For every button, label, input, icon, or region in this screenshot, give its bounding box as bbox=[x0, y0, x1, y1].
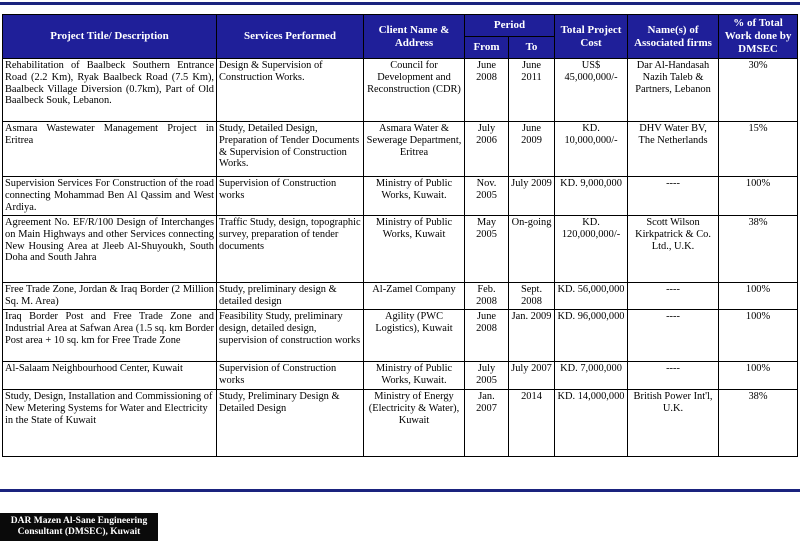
projects-table-container bbox=[2, 14, 797, 457]
cell-services: Supervision of Construction works bbox=[217, 177, 364, 216]
cell-from: July 2005 bbox=[465, 362, 509, 390]
cell-services: Feasibility Study, preliminary design, detailed design, supervision of construction works bbox=[217, 310, 364, 362]
cell-to: July 2007 bbox=[509, 362, 555, 390]
cell-client: Ministry of Public Works, Kuwait. bbox=[364, 177, 465, 216]
header-percent: % of Total Work done by DMSEC bbox=[719, 15, 798, 59]
cell-to: Sept. 2008 bbox=[509, 283, 555, 310]
header-period: Period bbox=[465, 15, 555, 37]
cell-from: July 2006 bbox=[465, 122, 509, 177]
cell-services: Design & Supervision of Construction Works. bbox=[217, 59, 364, 122]
cell-services: Study, Preliminary Design & Detailed Design bbox=[217, 390, 364, 457]
footer-company-label bbox=[0, 513, 158, 541]
cell-client: Ministry of Public Works, Kuwait bbox=[364, 216, 465, 283]
cell-firms: Dar Al-Handasah Nazih Taleb & Partners, Lebanon bbox=[628, 59, 719, 122]
header-client: Client Name & Address bbox=[364, 15, 465, 59]
cell-project: Study, Design, Installation and Commissioning of New Metering Systems for Water and Electricity in the State of Kuwait bbox=[3, 390, 217, 457]
table-row bbox=[3, 283, 798, 310]
cell-client: Ministry of Public Works, Kuwait. bbox=[364, 362, 465, 390]
header-to: To bbox=[509, 37, 555, 59]
cell-cost: KD. 56,000,000 bbox=[555, 283, 628, 310]
cell-firms: ---- bbox=[628, 283, 719, 310]
cell-to: 2014 bbox=[509, 390, 555, 457]
cell-cost: KD. 96,000,000 bbox=[555, 310, 628, 362]
table-row bbox=[3, 177, 798, 216]
bottom-rule bbox=[0, 489, 800, 492]
cell-firms: ---- bbox=[628, 310, 719, 362]
cell-percent: 100% bbox=[719, 362, 798, 390]
cell-project: Supervision Services For Construction of the road connecting Mohammad Ben Al Qassim and West Ardiya. bbox=[3, 177, 217, 216]
header-from: From bbox=[465, 37, 509, 59]
cell-from: May 2005 bbox=[465, 216, 509, 283]
table-row bbox=[3, 59, 798, 122]
cell-to: On-going bbox=[509, 216, 555, 283]
cell-client: Ministry of Energy (Electricity & Water), Kuwait bbox=[364, 390, 465, 457]
cell-client: Al-Zamel Company bbox=[364, 283, 465, 310]
cell-cost: KD. 7,000,000 bbox=[555, 362, 628, 390]
cell-firms: DHV Water BV, The Netherlands bbox=[628, 122, 719, 177]
table-row bbox=[3, 362, 798, 390]
cell-cost: US$ 45,000,000/- bbox=[555, 59, 628, 122]
header-services: Services Performed bbox=[217, 15, 364, 59]
cell-firms: Scott Wilson Kirkpatrick & Co. Ltd., U.K. bbox=[628, 216, 719, 283]
table-row bbox=[3, 390, 798, 457]
cell-from: Feb. 2008 bbox=[465, 283, 509, 310]
table-body bbox=[3, 59, 798, 457]
cell-cost: KD. 14,000,000 bbox=[555, 390, 628, 457]
cell-percent: 30% bbox=[719, 59, 798, 122]
cell-services: Traffic Study, design, topographic survey, preparation of tender documents bbox=[217, 216, 364, 283]
footer-line-1: DAR Mazen Al-Sane Engineering bbox=[10, 516, 148, 526]
cell-services: Study, preliminary design & detailed design bbox=[217, 283, 364, 310]
cell-cost: KD. 9,000,000 bbox=[555, 177, 628, 216]
cell-to: June 2011 bbox=[509, 59, 555, 122]
cell-to: Jan. 2009 bbox=[509, 310, 555, 362]
cell-firms: British Power Int'l, U.K. bbox=[628, 390, 719, 457]
cell-project: Asmara Wastewater Management Project in Eritrea bbox=[3, 122, 217, 177]
cell-cost: KD. 10,000,000/- bbox=[555, 122, 628, 177]
cell-firms: ---- bbox=[628, 362, 719, 390]
table-row bbox=[3, 122, 798, 177]
cell-from: Jan. 2007 bbox=[465, 390, 509, 457]
cell-percent: 38% bbox=[719, 390, 798, 457]
cell-percent: 100% bbox=[719, 283, 798, 310]
cell-project: Agreement No. EF/R/100 Design of Interchanges on Main Highways and other Services connecting New Housing Area at Jleeb Al-Shuyoukh, South Doha and South Jahra bbox=[3, 216, 217, 283]
cell-services: Study, Detailed Design, Preparation of Tender Documents & Supervision of Construction Works. bbox=[217, 122, 364, 177]
cell-percent: 100% bbox=[719, 177, 798, 216]
cell-client: Agility (PWC Logistics), Kuwait bbox=[364, 310, 465, 362]
projects-table bbox=[2, 14, 798, 457]
cell-project: Free Trade Zone, Jordan & Iraq Border (2 Million Sq. M. Area) bbox=[3, 283, 217, 310]
header-cost: Total Project Cost bbox=[555, 15, 628, 59]
cell-from: June 2008 bbox=[465, 59, 509, 122]
header-firms: Name(s) of Associated firms bbox=[628, 15, 719, 59]
cell-services: Supervision of Construction works bbox=[217, 362, 364, 390]
cell-percent: 100% bbox=[719, 310, 798, 362]
cell-from: Nov. 2005 bbox=[465, 177, 509, 216]
cell-firms: ---- bbox=[628, 177, 719, 216]
footer-line-2: Consultant (DMSEC), Kuwait bbox=[17, 527, 141, 537]
cell-project: Rehabilitation of Baalbeck Southern Entrance Road (2.2 Km), Ryak Baalbeck Road (7.5 Km), Baalbeck Village Diversion (0.7km), Part of Old Baalbeck Souk, Lebanon. bbox=[3, 59, 217, 122]
cell-client: Asmara Water & Sewerage Department, Eritrea bbox=[364, 122, 465, 177]
cell-to: July 2009 bbox=[509, 177, 555, 216]
cell-project: Al-Salaam Neighbourhood Center, Kuwait bbox=[3, 362, 217, 390]
table-row bbox=[3, 216, 798, 283]
top-rule bbox=[0, 2, 800, 5]
cell-client: Council for Development and Reconstruction (CDR) bbox=[364, 59, 465, 122]
cell-cost: KD. 120,000,000/- bbox=[555, 216, 628, 283]
header-project: Project Title/ Description bbox=[3, 15, 217, 59]
cell-percent: 38% bbox=[719, 216, 798, 283]
cell-to: June 2009 bbox=[509, 122, 555, 177]
table-row bbox=[3, 310, 798, 362]
cell-percent: 15% bbox=[719, 122, 798, 177]
cell-from: June 2008 bbox=[465, 310, 509, 362]
table-header bbox=[3, 15, 798, 59]
cell-project: Iraq Border Post and Free Trade Zone and Industrial Area at Safwan Area (1.5 sq. km Border Post area + 10 sq. km for Free Trade Zone bbox=[3, 310, 217, 362]
